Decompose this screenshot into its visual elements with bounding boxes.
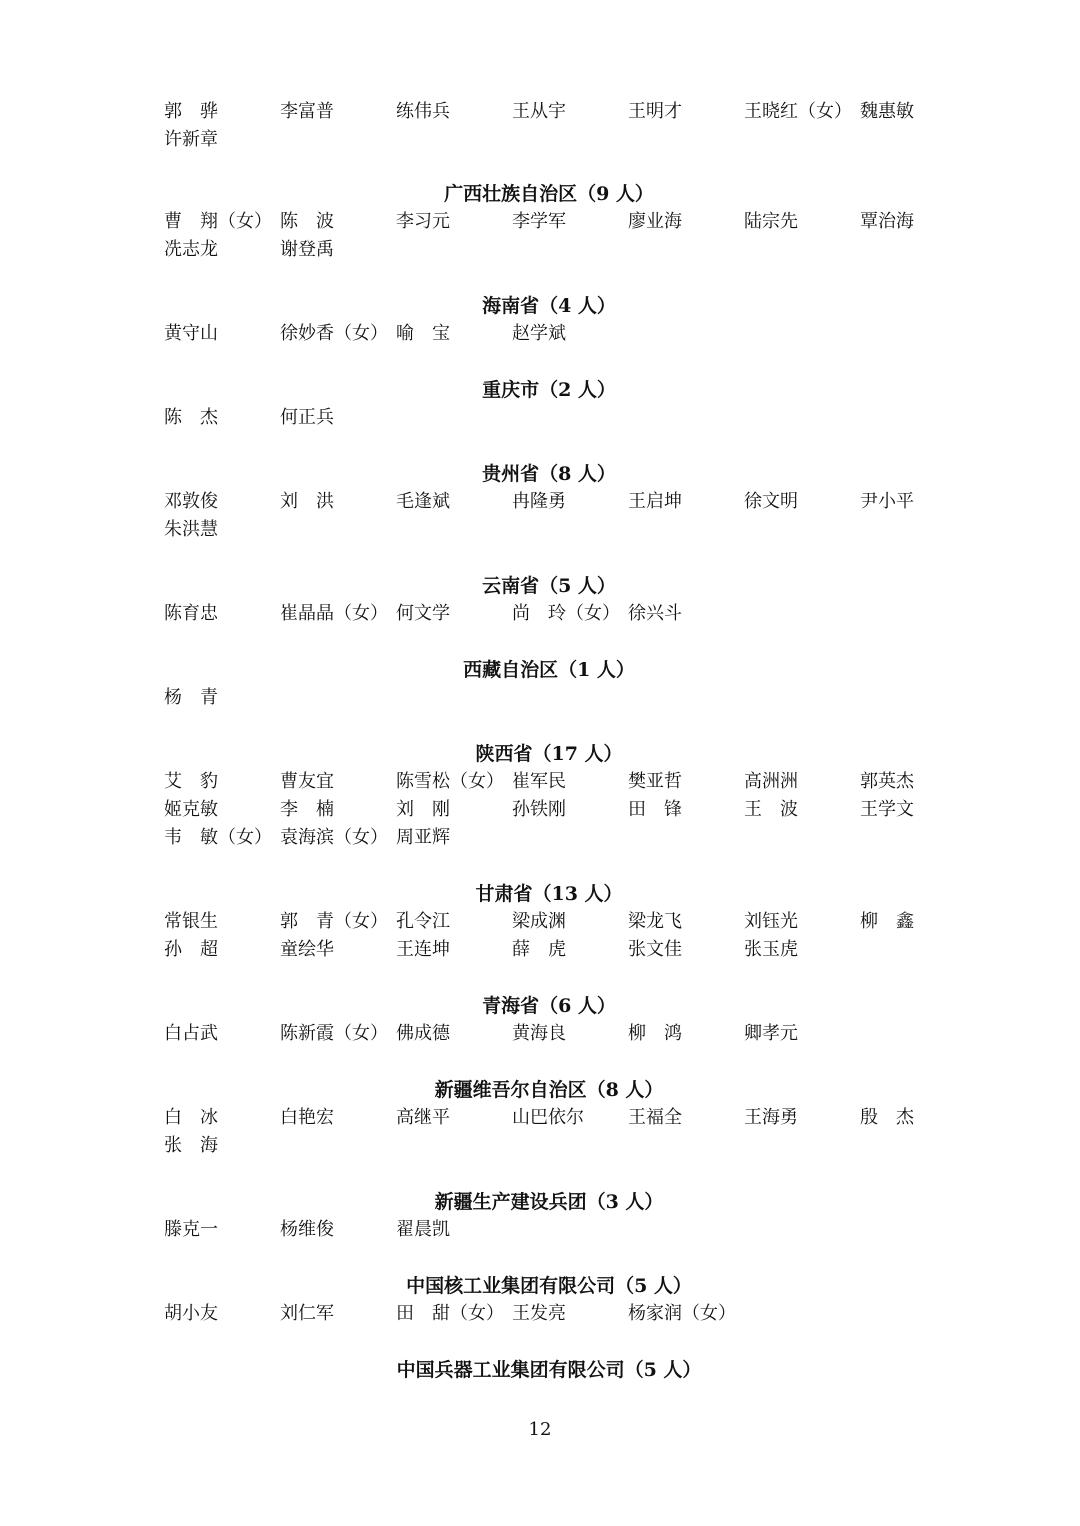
region-section [164, 1076, 924, 1160]
name-grid [164, 404, 924, 432]
name-grid [164, 1020, 924, 1048]
region-section [164, 656, 924, 712]
person-name: 黄守山 [164, 323, 218, 344]
region-heading: 中国兵器工业集团有限公司（5 人） [396, 1359, 702, 1381]
name-grid [164, 320, 924, 348]
region-heading: 青海省（6 人） [482, 995, 616, 1017]
person-name: 朱洪慧 [164, 519, 218, 540]
name-list-content [164, 98, 924, 1384]
person-name: 郭 骅 [164, 101, 218, 122]
person-name: 曹 翔（女） [164, 211, 272, 232]
person-name: 田 锋 [628, 799, 682, 820]
region-heading: 陕西省（17 人） [475, 743, 623, 765]
person-name: 孔令江 [396, 911, 450, 932]
person-name: 陈 波 [280, 211, 334, 232]
person-name: 卿孝元 [744, 1023, 798, 1044]
name-grid [164, 1216, 924, 1244]
person-name: 毛逢斌 [396, 491, 450, 512]
person-name: 冉隆勇 [512, 491, 566, 512]
person-name: 曹友宜 [280, 771, 334, 792]
person-name: 陆宗先 [744, 211, 798, 232]
person-name: 郭英杰 [860, 771, 914, 792]
region-section [164, 1272, 924, 1328]
region-heading: 新疆生产建设兵团（3 人） [434, 1191, 664, 1213]
person-name: 高继平 [396, 1107, 450, 1128]
person-name: 李富普 [280, 101, 334, 122]
person-name: 王晓红（女） [744, 101, 852, 122]
region-section [164, 992, 924, 1048]
person-name: 常银生 [164, 911, 218, 932]
region-heading: 海南省（4 人） [482, 295, 616, 317]
person-name: 白占武 [164, 1023, 218, 1044]
person-name: 李学军 [512, 211, 566, 232]
person-name: 何正兵 [280, 407, 334, 428]
person-name: 冼志龙 [164, 239, 218, 260]
name-grid [164, 1300, 924, 1328]
person-name: 王启坤 [628, 491, 682, 512]
person-name: 柳 鸿 [628, 1023, 682, 1044]
person-name: 王连坤 [396, 939, 450, 960]
person-name: 白 冰 [164, 1107, 218, 1128]
region-section [164, 376, 924, 432]
person-name: 佛成德 [396, 1023, 450, 1044]
person-name: 王海勇 [744, 1107, 798, 1128]
person-name: 陈 杰 [164, 407, 218, 428]
person-name: 滕克一 [164, 1219, 218, 1240]
person-name: 陈育忠 [164, 603, 218, 624]
region-section [164, 740, 924, 852]
person-name: 刘钰光 [744, 911, 798, 932]
person-name: 陈新霞（女） [280, 1023, 388, 1044]
region-heading: 贵州省（8 人） [482, 463, 616, 485]
person-name: 覃治海 [860, 211, 914, 232]
person-name: 魏惠敏 [860, 101, 914, 122]
region-section [164, 98, 924, 154]
person-name: 王明才 [628, 101, 682, 122]
person-name: 柳 鑫 [860, 911, 914, 932]
region-heading: 西藏自治区（1 人） [463, 659, 635, 681]
person-name: 薛 虎 [512, 939, 566, 960]
name-grid [164, 684, 924, 712]
person-name: 田 甜（女） [396, 1303, 504, 1324]
person-name: 邓敦俊 [164, 491, 218, 512]
region-section [164, 1356, 924, 1384]
person-name: 李习元 [396, 211, 450, 232]
person-name: 王学文 [860, 799, 914, 820]
person-name: 梁龙飞 [628, 911, 682, 932]
person-name: 杨 青 [164, 687, 218, 708]
person-name: 艾 豹 [164, 771, 218, 792]
person-name: 童绘华 [280, 939, 334, 960]
person-name: 陈雪松（女） [396, 771, 504, 792]
person-name: 尚 玲（女） [512, 603, 620, 624]
person-name: 韦 敏（女） [164, 827, 272, 848]
person-name: 翟晨凯 [396, 1219, 450, 1240]
person-name: 周亚辉 [396, 827, 450, 848]
region-section [164, 572, 924, 628]
person-name: 何文学 [396, 603, 450, 624]
person-name: 杨维俊 [280, 1219, 334, 1240]
name-grid [164, 1104, 924, 1160]
person-name: 廖业海 [628, 211, 682, 232]
person-name: 杨家润（女） [628, 1303, 736, 1324]
person-name: 徐兴斗 [628, 603, 682, 624]
region-heading: 云南省（5 人） [482, 575, 616, 597]
person-name: 王福全 [628, 1107, 682, 1128]
region-heading: 中国核工业集团有限公司（5 人） [406, 1275, 692, 1297]
person-name: 刘 洪 [280, 491, 334, 512]
person-name: 殷 杰 [860, 1107, 914, 1128]
person-name: 梁成渊 [512, 911, 566, 932]
person-name: 张 海 [164, 1135, 218, 1156]
person-name: 高洲洲 [744, 771, 798, 792]
person-name: 崔晶晶（女） [280, 603, 388, 624]
person-name: 白艳宏 [280, 1107, 334, 1128]
person-name: 谢登禹 [280, 239, 334, 260]
person-name: 山巴依尔 [512, 1107, 584, 1128]
person-name: 刘 刚 [396, 799, 450, 820]
person-name: 樊亚哲 [628, 771, 682, 792]
person-name: 徐文明 [744, 491, 798, 512]
region-heading: 新疆维吾尔自治区（8 人） [434, 1079, 664, 1101]
name-grid [164, 488, 924, 544]
region-heading: 重庆市（2 人） [482, 379, 616, 401]
person-name: 徐妙香（女） [280, 323, 388, 344]
page-number: 12 [528, 1419, 552, 1440]
region-section [164, 1188, 924, 1244]
person-name: 黄海良 [512, 1023, 566, 1044]
person-name: 尹小平 [860, 491, 914, 512]
person-name: 王发亮 [512, 1303, 566, 1324]
region-section [164, 180, 924, 264]
name-grid [164, 908, 924, 964]
region-section [164, 880, 924, 964]
person-name: 胡小友 [164, 1303, 218, 1324]
person-name: 练伟兵 [396, 101, 450, 122]
name-grid [164, 208, 924, 264]
person-name: 赵学斌 [512, 323, 566, 344]
person-name: 李 楠 [280, 799, 334, 820]
person-name: 孙铁刚 [512, 799, 566, 820]
person-name: 崔军民 [512, 771, 566, 792]
region-section [164, 292, 924, 348]
person-name: 张玉虎 [744, 939, 798, 960]
person-name: 许新章 [164, 129, 218, 150]
person-name: 刘仁军 [280, 1303, 334, 1324]
name-grid [164, 600, 924, 628]
person-name: 郭 青（女） [280, 911, 388, 932]
person-name: 王 波 [744, 799, 798, 820]
name-grid [164, 768, 924, 852]
person-name: 喻 宝 [396, 323, 450, 344]
person-name: 孙 超 [164, 939, 218, 960]
person-name: 张文佳 [628, 939, 682, 960]
person-name: 王从宇 [512, 101, 566, 122]
person-name: 姬克敏 [164, 799, 218, 820]
name-grid [164, 98, 924, 154]
person-name: 袁海滨（女） [280, 827, 388, 848]
region-heading: 甘肃省（13 人） [475, 883, 623, 905]
region-section [164, 460, 924, 544]
region-heading: 广西壮族自治区（9 人） [444, 183, 654, 205]
